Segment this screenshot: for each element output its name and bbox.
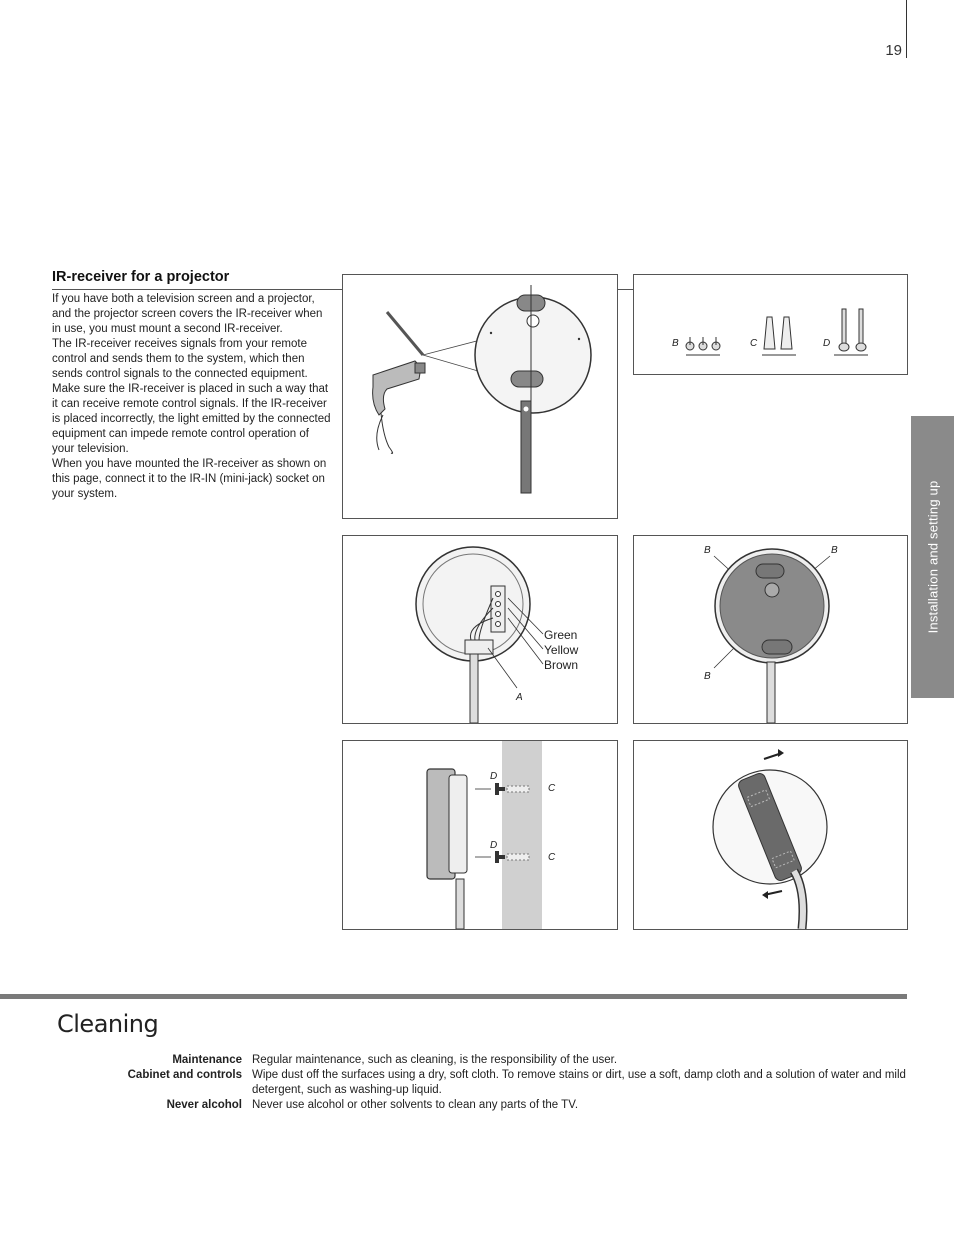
wire-label-yellow: Yellow: [544, 643, 579, 657]
long-screw-icon: [839, 309, 866, 351]
intro-paragraph: The IR-receiver receives signals from your remote control and sends them to the system, which then sends control signals to the connected equipment. Make sure the IR-receiver is placed in such a way that it can receive remote control signals. If the IR-receiver is placed incorrectly, the light emitted by the connected equipment can impede remote control operation of your television.: [52, 338, 331, 455]
cleaning-row: [52, 1098, 908, 1113]
figure-wall-mount: [342, 740, 618, 930]
section-title: IR-receiver for a projector: [52, 269, 230, 285]
bracket-label-b-top-left: B: [704, 545, 711, 556]
screws-b-icon: [686, 337, 720, 350]
bracket-label-b-top-right: B: [831, 545, 838, 556]
wall-label-c-top: C: [548, 783, 556, 794]
cleaning-row: [52, 1053, 908, 1068]
cleaning-heading: Cleaning: [57, 1010, 159, 1038]
figure-wiring: [342, 535, 618, 724]
page-edge-rule: [906, 0, 907, 58]
cleaning-row: [52, 1068, 908, 1098]
wall-label-d-bottom: D: [490, 840, 498, 851]
cleaning-table: [52, 1053, 908, 1113]
drill-icon: [373, 361, 425, 453]
bracket-label-b-bottom: B: [704, 671, 711, 682]
cleaning-description: Never use alcohol or other solvents to clean any parts of the TV.: [252, 1099, 579, 1111]
cleaning-term: Cabinet and controls: [127, 1069, 242, 1081]
cleaning-description: Regular maintenance, such as cleaning, is the responsibility of the user.: [252, 1054, 618, 1066]
section-divider: [0, 994, 907, 999]
title-rule-connector: [616, 289, 634, 290]
intro-text: [52, 292, 332, 502]
chapter-tab-label: Installation and setting up: [925, 480, 940, 634]
figure-drill-bracket: [342, 274, 618, 519]
cleaning-term: Maintenance: [172, 1054, 242, 1066]
screw-label-d: D: [823, 338, 831, 349]
cleaning-description: Wipe dust off the surfaces using a dry, soft cloth. To remove stains or dirt, use a soft, damp cloth and a solution of water and mild detergent, such as washing-up liquid.: [252, 1069, 906, 1096]
figure-screws: [633, 274, 908, 375]
wall-plug-icon: [764, 317, 792, 349]
label-a: A: [516, 692, 523, 703]
wall-label-d-top: D: [490, 771, 498, 782]
screw-label-b: B: [672, 338, 679, 349]
screw-label-c: C: [750, 338, 758, 349]
page-number: 19: [885, 42, 902, 59]
wire-label-green: Green: [544, 628, 578, 642]
intro-paragraph: If you have both a television screen and a projector, and the projector screen covers the IR-receiver when in use, you must mount a second IR-receiver.: [52, 293, 323, 335]
wall-label-c-bottom: C: [548, 852, 556, 863]
intro-paragraph: When you have mounted the IR-receiver as shown on this page, connect it to the IR-IN (mini-jack) socket on your system.: [52, 458, 327, 500]
cleaning-term: Never alcohol: [166, 1099, 242, 1111]
figure-rotate-receiver: [633, 740, 908, 930]
wire-label-brown: Brown: [544, 658, 579, 672]
title-rule: [52, 289, 342, 290]
chapter-tab[interactable]: [911, 416, 954, 698]
figure-bracket: [633, 535, 908, 724]
